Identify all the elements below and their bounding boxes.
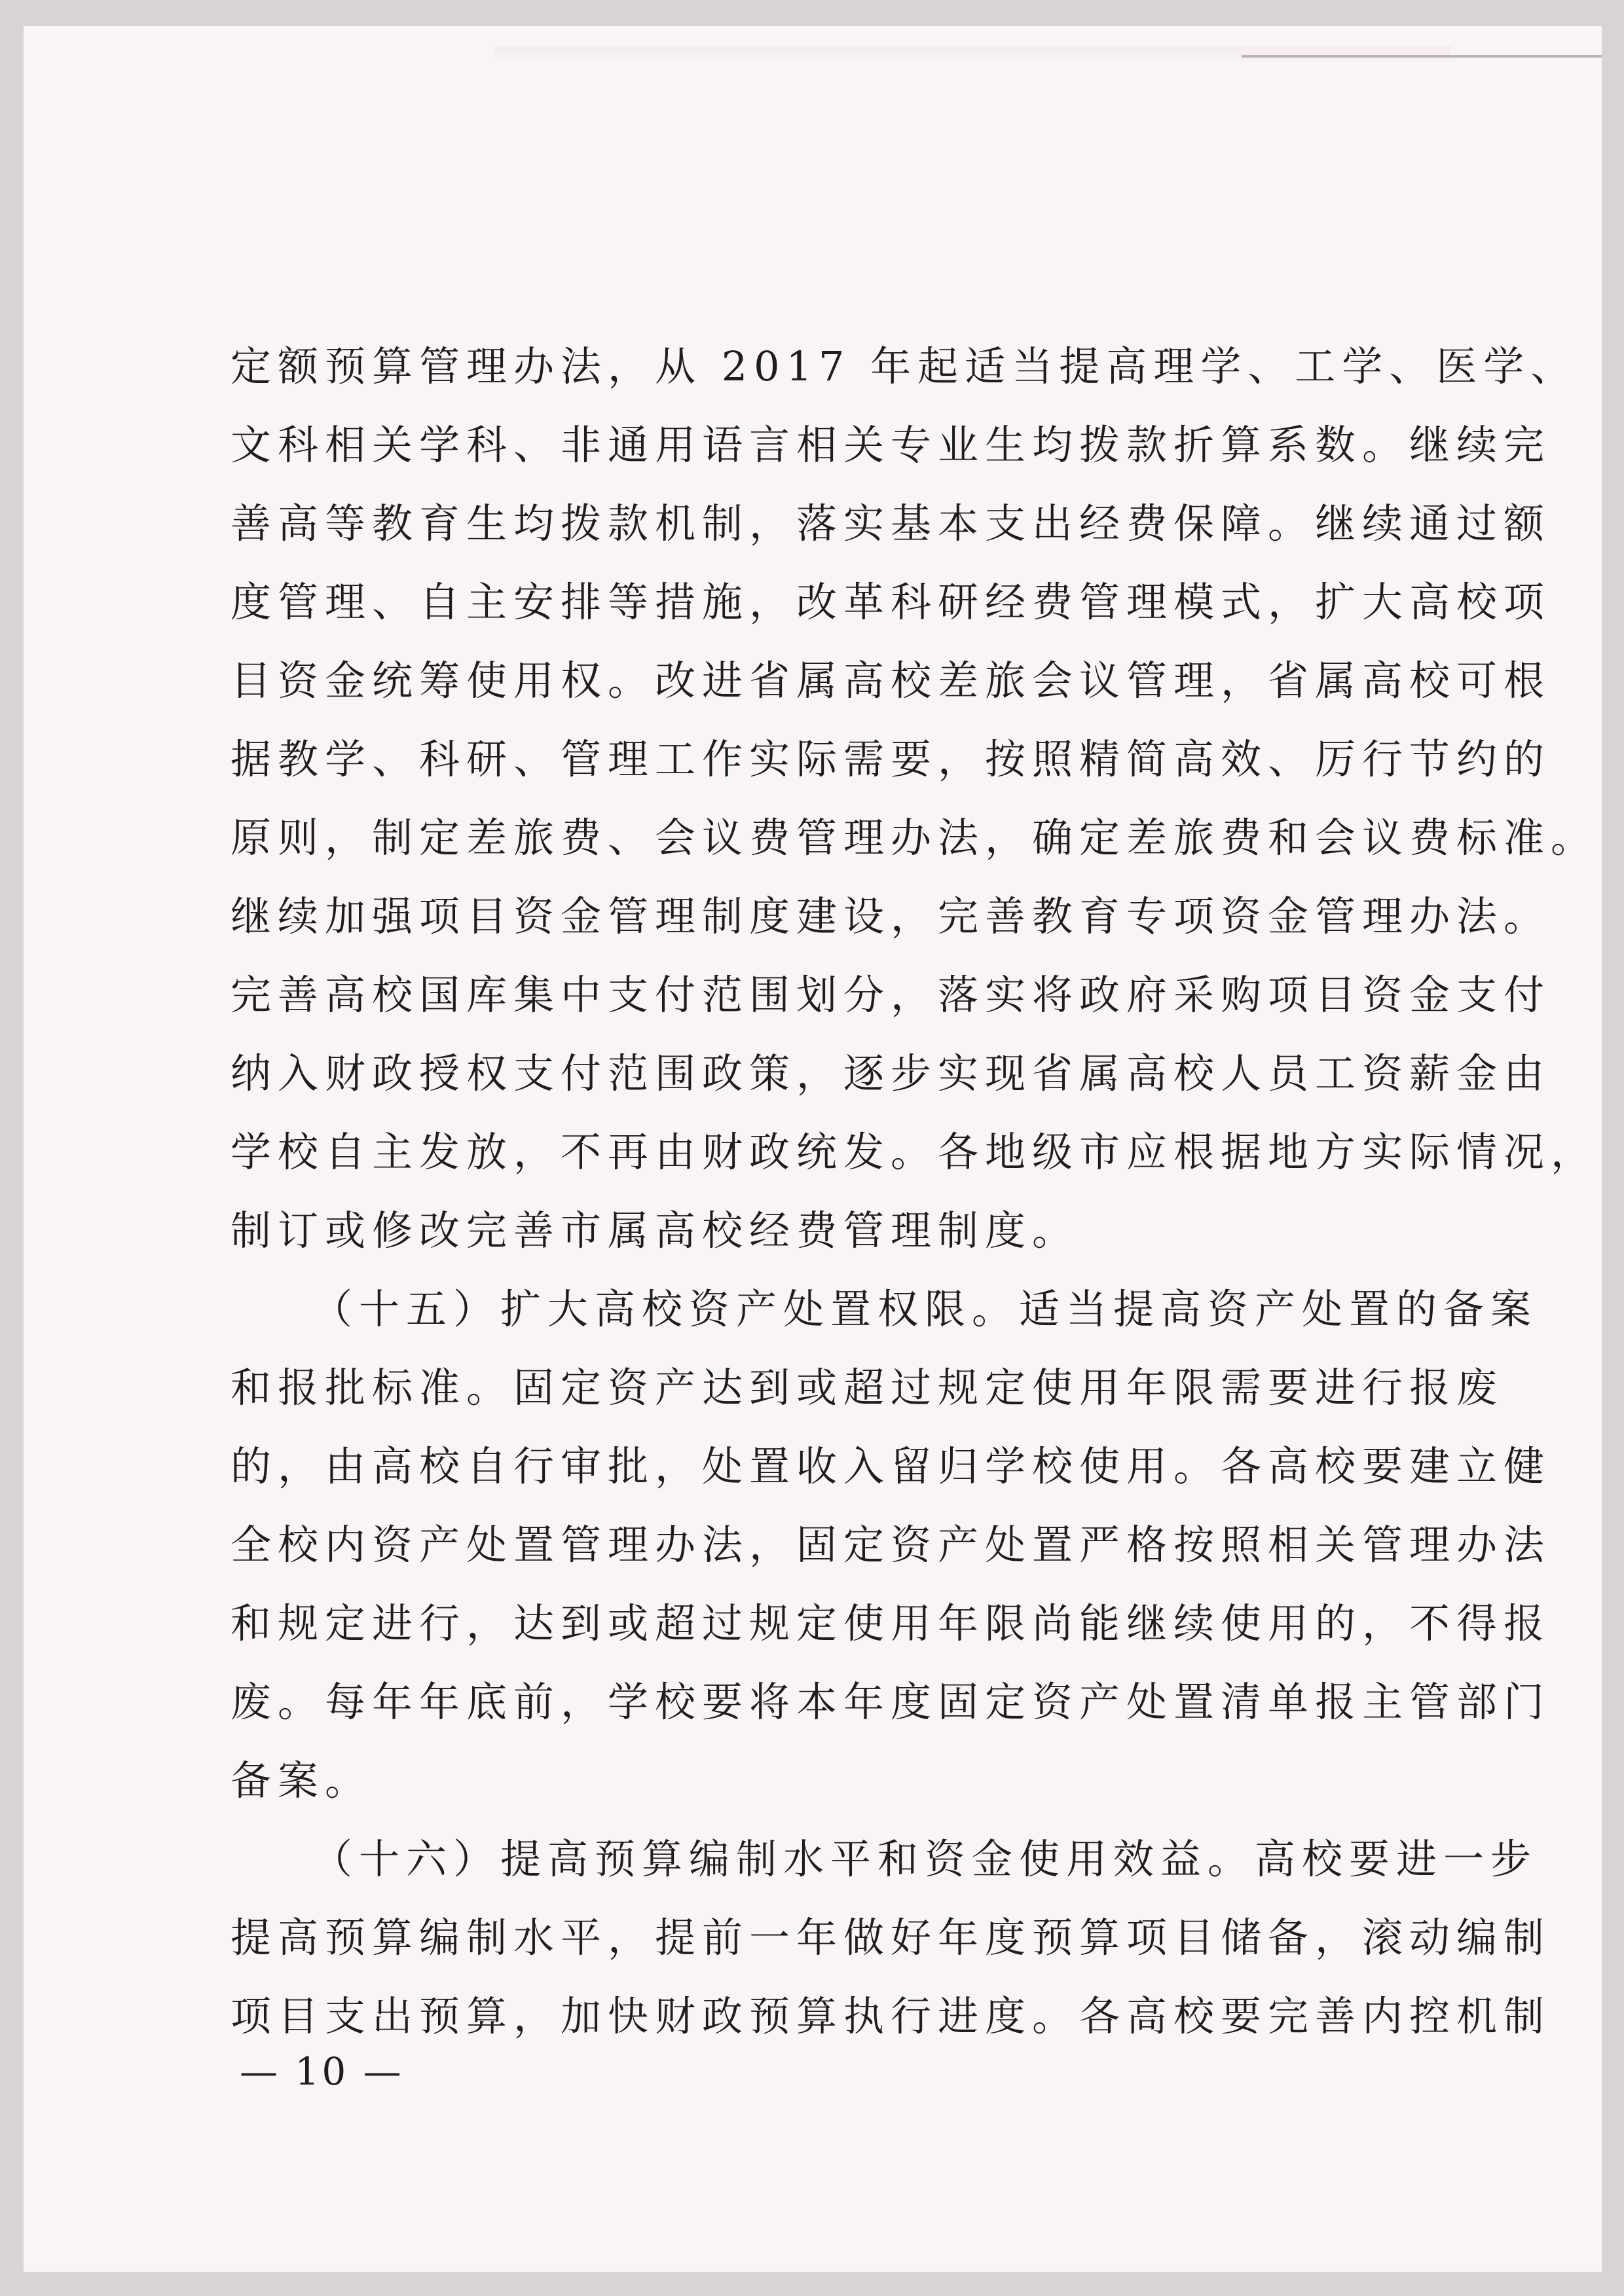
text-line: 制订或修改完善市属高校经费管理制度。 [231,1207,1080,1254]
text-line: 全校内资产处置管理办法，固定资产处置严格按照相关管理办法 [231,1521,1551,1569]
text-line: 原则，制定差旅费、会议费管理办法，确定差旅费和会议费标准。 [231,814,1598,862]
section-heading-line: （十五）扩大高校资产处置权限。适当提高资产处置的备案 [312,1285,1538,1333]
text-line: 提高预算编制水平，提前一年做好年度预算项目储备，滚动编制 [231,1914,1551,1961]
text-line: 和规定进行，达到或超过规定使用年限尚能继续使用的，不得报 [231,1599,1551,1647]
text-line: 善高等教育生均拨款机制，落实基本支出经费保障。继续通过额 [231,500,1551,547]
text-line: 学校自主发放，不再由财政统发。各地级市应根据地方实际情况， [231,1128,1598,1176]
text-line: 完善高校国库集中支付范围划分，落实将政府采购项目资金支付 [231,971,1551,1019]
page-number: — 10 — [240,2049,404,2094]
body-text [231,327,1598,2056]
text-line: 继续加强项目资金管理制度建设，完善教育专项资金管理办法。 [231,892,1551,940]
text-line: 的，由高校自行审批，处置收入留归学校使用。各高校要建立健 [231,1442,1551,1490]
text-line: 备案。 [231,1757,373,1804]
document-page [24,26,1602,2272]
section-heading-line: （十六）提高预算编制水平和资金使用效益。高校要进一步 [312,1835,1538,1883]
text-line: 纳入财政授权支付范围政策，逐步实现省属高校人员工资薪金由 [231,1049,1551,1097]
text-line: 定额预算管理办法，从 2017 年起适当提高理学、工学、医学、 [231,342,1578,390]
text-line: 文科相关学科、非通用语言相关专业生均拨款折算系数。继续完 [231,421,1551,469]
text-line: 和报批标准。固定资产达到或超过规定使用年限需要进行报废 [231,1364,1504,1412]
text-line: 目资金统筹使用权。改进省属高校差旅会议管理，省属高校可根 [231,657,1551,704]
scan-edge-line [1242,55,1602,58]
text-line: 度管理、自主安排等措施，改革科研经费管理模式，扩大高校项 [231,578,1551,626]
text-line: 据教学、科研、管理工作实际需要，按照精简高效、厉行节约的 [231,735,1551,783]
text-line: 废。每年年底前，学校要将本年度固定资产处置清单报主管部门 [231,1678,1551,1726]
text-line: 项目支出预算，加快财政预算执行进度。各高校要完善内控机制 [231,1992,1551,2040]
